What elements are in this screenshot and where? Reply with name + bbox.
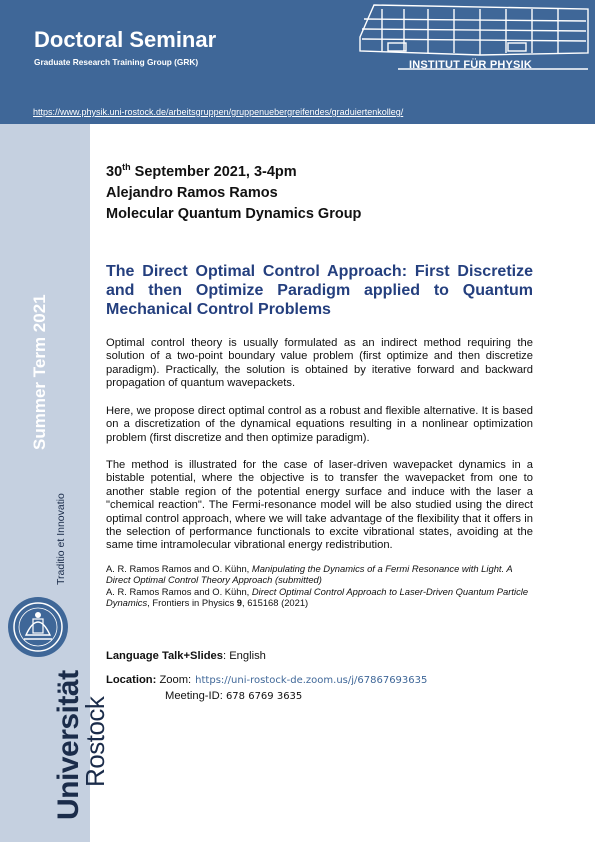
institute-name: INSTITUT FÜR PHYSIK <box>409 59 532 71</box>
university-seal-icon <box>6 595 70 659</box>
abstract-paragraph: Here, we propose direct optimal control as a robust and flexible alternative. It is based on a discretization of the dynamical equations resulting in a nonlinear optimization problem (first discretize and then optimize paradigm). <box>106 405 533 444</box>
speaker-name: Alejandro Ramos Ramos <box>106 184 278 201</box>
reference-item: A. R. Ramos Ramos and O. Kühn, Direct Optimal Control Approach to Laser-Driven Quantum Particle Dynamics, Frontiers in Physics 9, 615168 (2021) <box>106 585 529 609</box>
event-date: 30th September 2021, 3-4pm <box>106 162 297 180</box>
talk-title: The Direct Optimal Control Approach: First Discretize and then Optimize Paradigm applied to Quantum Mechanical Control Problems <box>106 263 533 318</box>
event-info <box>106 157 361 225</box>
zoom-link[interactable]: https://uni-rostock-de.zoom.us/j/67867693635 <box>195 675 428 686</box>
university-name-line2: Rostock <box>80 696 110 787</box>
seminar-subtitle: Graduate Research Training Group (GRK) <box>34 57 199 67</box>
references <box>106 563 533 609</box>
abstract-paragraph: The method is illustrated for the case of laser-driven wavepacket dynamics in a bistable potential, where the objective is to transfer the wavepacket from one to another stable region of the potential energy surface and induce with the laser a "chemical reaction". The Fermi-resonance model will be also studied using the direct optimal control approach, where we will take advantage of the flexibility that it offers in the selection of performance functionals to excite vibrational states, avoiding at the same time intramolecular vibrational energy redistribution. <box>106 459 533 552</box>
research-group: Molecular Quantum Dynamics Group <box>106 205 362 222</box>
abstract-paragraph: Optimal control theory is usually formulated as an indirect method requiring the solution of a two-point boundary value problem (first optimize and then discretize paradigm). Practically, the solution is obtained by iterative forward and backward propagation of quantum wavepackets. <box>106 337 533 390</box>
meeting-id: Meeting-ID: 678 6769 3635 <box>165 690 303 702</box>
reference-item: A. R. Ramos Ramos and O. Kühn, Manipulating the Dynamics of a Fermi Resonance with Light. A Direct Optimal Control Theory Approach (submitted) <box>106 563 513 586</box>
graduate-program-link[interactable]: https://www.physik.uni-rostock.de/arbeitsgruppen/gruppenuebergreifendes/graduiertenkolleg/ <box>33 107 404 117</box>
seminar-title: Doctoral Seminar <box>34 27 217 52</box>
university-motto: Traditio et Innovatio <box>55 493 67 585</box>
university-name-line1: Universität <box>52 670 85 820</box>
summer-term-label: Summer Term 2021 <box>30 294 49 450</box>
header-band <box>0 0 595 124</box>
location-info: Location: Zoom: https://uni-rostock-de.zoom.us/j/67867693635 <box>106 674 428 686</box>
language-info: Language Talk+Slides: English <box>106 650 266 662</box>
